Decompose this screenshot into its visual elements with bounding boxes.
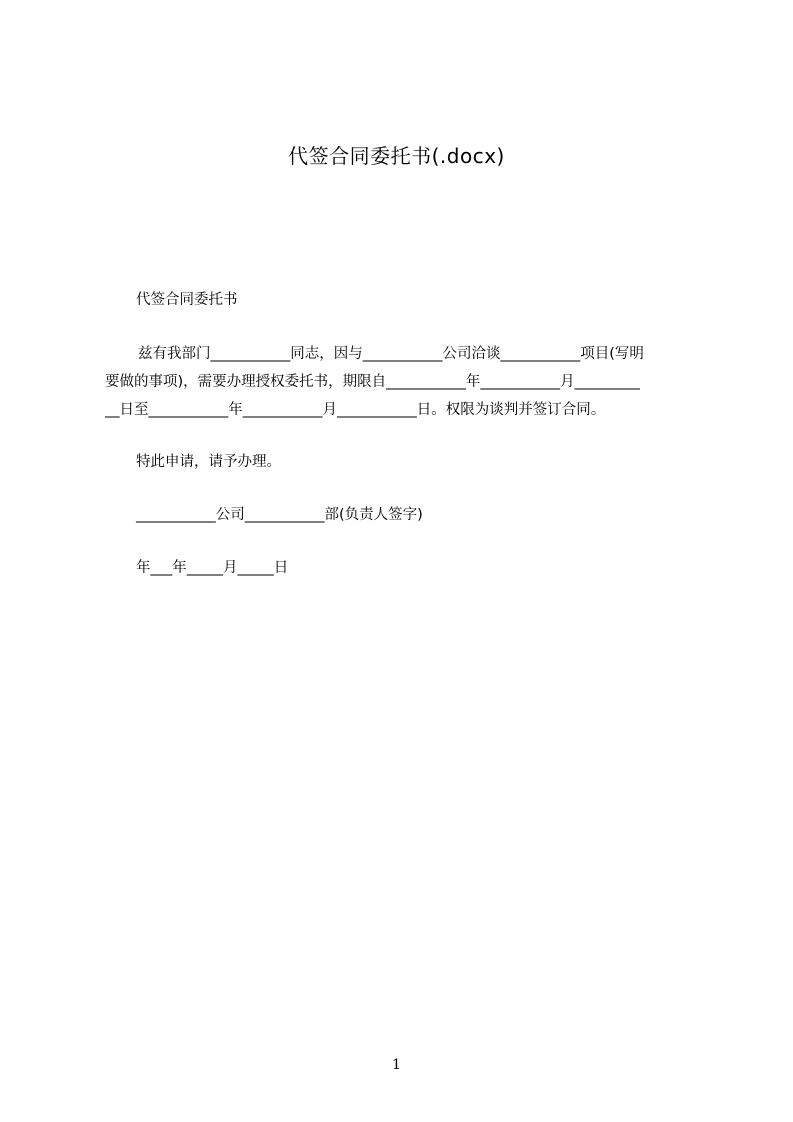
body-line-1: 兹有我部门___________同志，因与___________公司洽谈___________项目(写明: [138, 346, 644, 362]
body-line-2: 要做的事项)，需要办理授权委托书，期限自___________年___________月_________: [105, 374, 640, 390]
section-heading: 代签合同委托书: [136, 292, 238, 308]
special-request-text: 特此申请，请予办理。: [136, 454, 281, 470]
page-number: 1: [392, 1057, 401, 1073]
body-line-3: __日至___________年___________月___________日。权限为谈判并签订合同。: [105, 402, 606, 418]
signature-line: ___________公司___________部(负责人签字): [136, 507, 423, 523]
document-title: 代签合同委托书(.docx): [288, 144, 505, 168]
date-line: 年___年_____月_____日: [136, 560, 289, 576]
